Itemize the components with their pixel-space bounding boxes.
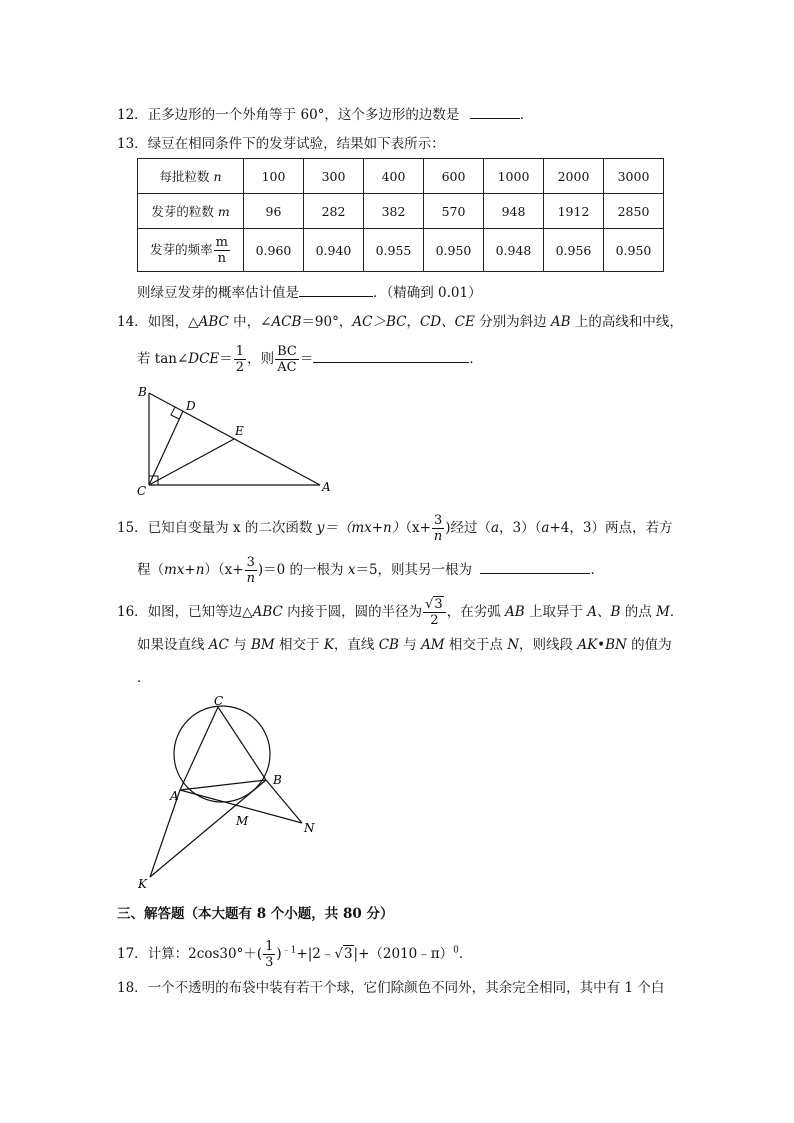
table-cell: 0.955 — [364, 229, 424, 272]
table-row-header: 每批粒数 n — [138, 159, 244, 194]
question-17: 17．计算：2cos30°＋( $\frac{1}{3}$ )$^{﹣1}$+|2﹣√3|+（2010﹣π）$^0$． — [117, 939, 473, 970]
table-cell: 3000 — [604, 159, 664, 194]
q16-circle-figure — [130, 692, 330, 892]
table-cell: 0.950 — [604, 229, 664, 272]
answer-blank[interactable] — [470, 104, 520, 119]
question-18: 18．一个不透明的布袋中装有若干个球，它们除颜色不同外，其余完全相同，其中有 1 个白 — [117, 980, 665, 996]
table-row-header: 发芽的频率 $\frac{m}{n}$ — [138, 229, 244, 272]
question-13-answer: 则绿豆发芽的概率估计值是 ．（精确到 0.01） — [137, 282, 482, 303]
germination-table — [137, 158, 664, 272]
question-15-line-2: 程（mx+n）（x+ $\frac{3}{n}$ )＝0 的一根为 x＝5，则其另一根为 ． — [137, 555, 604, 586]
question-13: 13．绿豆在相同条件下的发芽试验，结果如下表所示： — [117, 136, 445, 152]
table-cell: 948 — [484, 194, 544, 229]
label-k: K — [138, 877, 147, 891]
table-cell: 382 — [364, 194, 424, 229]
half-fraction: $\frac{1}{2}$ — [235, 344, 245, 375]
question-16-line-2: 如果设直线 AC 与 BM 相交于 K，直线 CB 与 AM 相交于点 N，则线段 AK•BN 的值为 — [137, 637, 672, 653]
table-cell: 100 — [244, 159, 304, 194]
table-cell: 600 — [424, 159, 484, 194]
question-14-line-1: 14．如图，△ABC 中，∠ACB＝90°，AC＞BC，CD、CE 分别为斜边 AB 上的高线和中线， — [117, 314, 683, 330]
three-over-n: $\frac{3}{n}$ — [246, 555, 255, 586]
table-cell: 0.956 — [544, 229, 604, 272]
label-a: A — [170, 789, 179, 803]
table-cell: 282 — [304, 194, 364, 229]
label-c: C — [137, 484, 147, 498]
three-over-n: $\frac{3}{n}$ — [433, 513, 443, 544]
table-cell: 2850 — [604, 194, 664, 229]
table-cell: 0.948 — [484, 229, 544, 272]
answer-blank[interactable] — [299, 282, 373, 297]
ratio-fraction: $\frac{BC}{AC}$ — [277, 344, 297, 375]
frequency-fraction: $\frac{m}{n}$ — [215, 234, 228, 266]
table-cell: 0.960 — [244, 229, 304, 272]
label-e: E — [235, 424, 244, 438]
label-a: A — [322, 480, 331, 494]
question-16-line-3: ． — [137, 670, 151, 686]
table-row — [138, 159, 664, 194]
label-c: C — [214, 694, 224, 708]
label-d: D — [186, 399, 196, 413]
question-15-line-1: 15．已知自变量为 x 的二次函数 y＝（mx+n）（x+ $\frac{3}{n}$ )经过（a，3）（a+4，3）两点，若方 — [117, 513, 673, 544]
table-row — [138, 194, 664, 229]
answer-blank[interactable] — [480, 559, 590, 574]
label-b: B — [273, 773, 282, 787]
label-m: M — [236, 814, 249, 828]
table-cell: 0.950 — [424, 229, 484, 272]
label-b: B — [138, 385, 147, 399]
question-14-line-2: 若 tan∠DCE＝ $\frac{1}{2}$ ，则 $\frac{BC}{AC}$ ＝ ． — [137, 344, 483, 375]
label-n: N — [304, 821, 315, 835]
table-cell: 96 — [244, 194, 304, 229]
answer-blank[interactable] — [313, 348, 469, 363]
table-cell: 400 — [364, 159, 424, 194]
table-row — [138, 229, 664, 272]
table-cell: 0.940 — [304, 229, 364, 272]
table-cell: 1912 — [544, 194, 604, 229]
q14-triangle-figure — [130, 383, 340, 498]
table-cell: 2000 — [544, 159, 604, 194]
question-12: 12．正多边形的一个外角等于 60°，这个多边形的边数是 ． — [117, 104, 533, 125]
table-row-header: 发芽的粒数 m — [138, 194, 244, 229]
table-cell: 570 — [424, 194, 484, 229]
table-cell: 1000 — [484, 159, 544, 194]
radius-fraction: $\frac{√3}{2}$ — [423, 598, 446, 627]
one-third-fraction: $\frac{1}{3}$ — [265, 939, 274, 970]
question-16-line-1: 16．如图，已知等边△ABC 内接于圆，圆的半径为 $\frac{√3}{2}$ ，在劣弧 AB 上取异于 A、B 的点 M． — [117, 597, 684, 628]
table-cell: 300 — [304, 159, 364, 194]
section-title: 三、解答题（本大题有 8 个小题，共 80 分） — [117, 906, 394, 922]
